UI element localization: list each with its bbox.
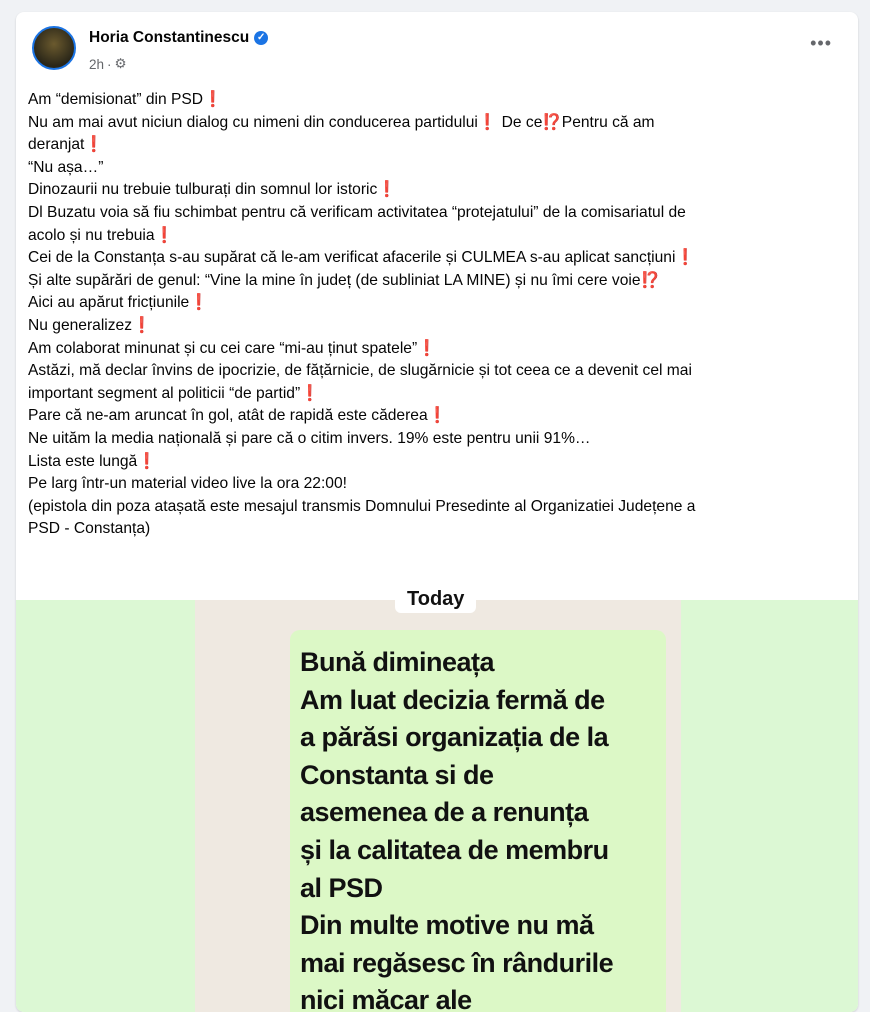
post-meta — [89, 56, 127, 72]
exclamation-icon: ❗ — [300, 384, 320, 402]
post-image[interactable] — [16, 588, 858, 1012]
post-time[interactable]: 2h — [89, 56, 105, 72]
exclamation-icon: ❗ — [675, 249, 695, 267]
message-line: al PSD — [300, 872, 383, 903]
exclamation-icon: ❗ — [417, 339, 437, 357]
post-line: Nu generalizez❗ — [28, 316, 152, 334]
exclamation-icon: ❗ — [154, 226, 174, 244]
exclamation-icon: ❗ — [137, 452, 157, 470]
post-line: important segment al politicii “de partid”❗ — [28, 384, 320, 402]
post-line: Cei de la Constanța s-au supărat că le-am verificat afacerile și CULMEA s-au aplicat sancțiuni❗ — [28, 249, 695, 267]
message-line: și la calitatea de membru — [300, 834, 609, 865]
exclamation-icon: ❗ — [377, 181, 397, 199]
gear-icon: ⚙ — [114, 56, 127, 71]
message-line: Am luat decizia fermă de — [300, 684, 605, 715]
message-line: a părăsi organizația de la — [300, 722, 609, 753]
post-line: Astăzi, mă declar învins de ipocrizie, de fățărnicie, de slugărnicie și tot ceea ce a devenit cel mai — [28, 362, 692, 380]
message-line: Din multe motive nu mă — [300, 910, 594, 941]
post-line: Am colaborat minunat și cu cei care “mi-au ținut spatele”❗ — [28, 339, 437, 357]
message-text — [300, 644, 613, 1012]
message-line: Constanta si de — [300, 759, 494, 790]
post-line: Nu am mai avut niciun dialog cu nimeni din conducerea partidului❗ De ce⁉️Pentru că am — [28, 113, 655, 131]
post-line: Dinozaurii nu trebuie tulburați din somnul lor istoric❗ — [28, 181, 397, 199]
author-name-row — [89, 29, 268, 47]
post-line: PSD - Constanța) — [28, 520, 151, 538]
post-line: Și alte supărări de genul: “Vine la mine în județ (de subliniat LA MINE) și nu îmi cere voie⁉️ — [28, 271, 660, 289]
post-card — [16, 12, 858, 1012]
exclamation-icon: ❗ — [477, 113, 498, 131]
exclamation-icon: ❗ — [203, 91, 223, 108]
exclamation-icon: ⁉️ — [542, 113, 562, 131]
author-name[interactable]: Horia Constantinescu — [89, 29, 250, 46]
message-bubble — [290, 630, 666, 1012]
post-line: Pare că ne-am aruncat în gol, atât de rapidă este căderea❗ — [28, 407, 448, 425]
chat-screenshot — [195, 588, 681, 1012]
message-line: mai regăsesc în rândurile — [300, 947, 614, 978]
post-line: acolo și nu trebuia❗ — [28, 226, 174, 244]
meta-separator: · — [107, 56, 112, 72]
post-line: Am “demisionat” din PSD❗ — [28, 91, 223, 108]
verified-badge-icon: ✓ — [254, 31, 268, 45]
post-line: Pe larg într-un material video live la ora 22:00! — [28, 475, 347, 493]
exclamation-icon: ❗ — [84, 136, 104, 154]
more-options-button[interactable]: ••• — [810, 33, 832, 53]
message-line: asemenea de a renunța — [300, 797, 589, 828]
post-body — [28, 89, 848, 541]
post-line: “Nu așa…” — [28, 158, 104, 176]
post-line: deranjat❗ — [28, 136, 104, 154]
post-line: Ne uităm la media națională și pare că o citim invers. 19% este pentru unii 91%… — [28, 429, 591, 447]
author-avatar[interactable] — [32, 26, 76, 70]
message-line: Bună dimineața — [300, 647, 495, 677]
exclamation-icon: ⁉️ — [640, 271, 660, 289]
post-line: Lista este lungă❗ — [28, 452, 157, 470]
post-line: Dl Buzatu voia să fiu schimbat pentru că verificam activitatea “protejatului” de la comisariatul de — [28, 203, 686, 221]
post-line: (epistola din poza atașată este mesajul transmis Domnului Presedinte al Organizatiei Județene a — [28, 497, 696, 515]
exclamation-icon: ❗ — [427, 407, 448, 425]
exclamation-icon: ❗ — [189, 294, 209, 312]
date-label: Today — [395, 586, 476, 613]
exclamation-icon: ❗ — [132, 316, 152, 334]
post-line: Aici au apărut fricțiunile❗ — [28, 294, 209, 312]
message-line: nici măcar ale — [300, 985, 472, 1012]
